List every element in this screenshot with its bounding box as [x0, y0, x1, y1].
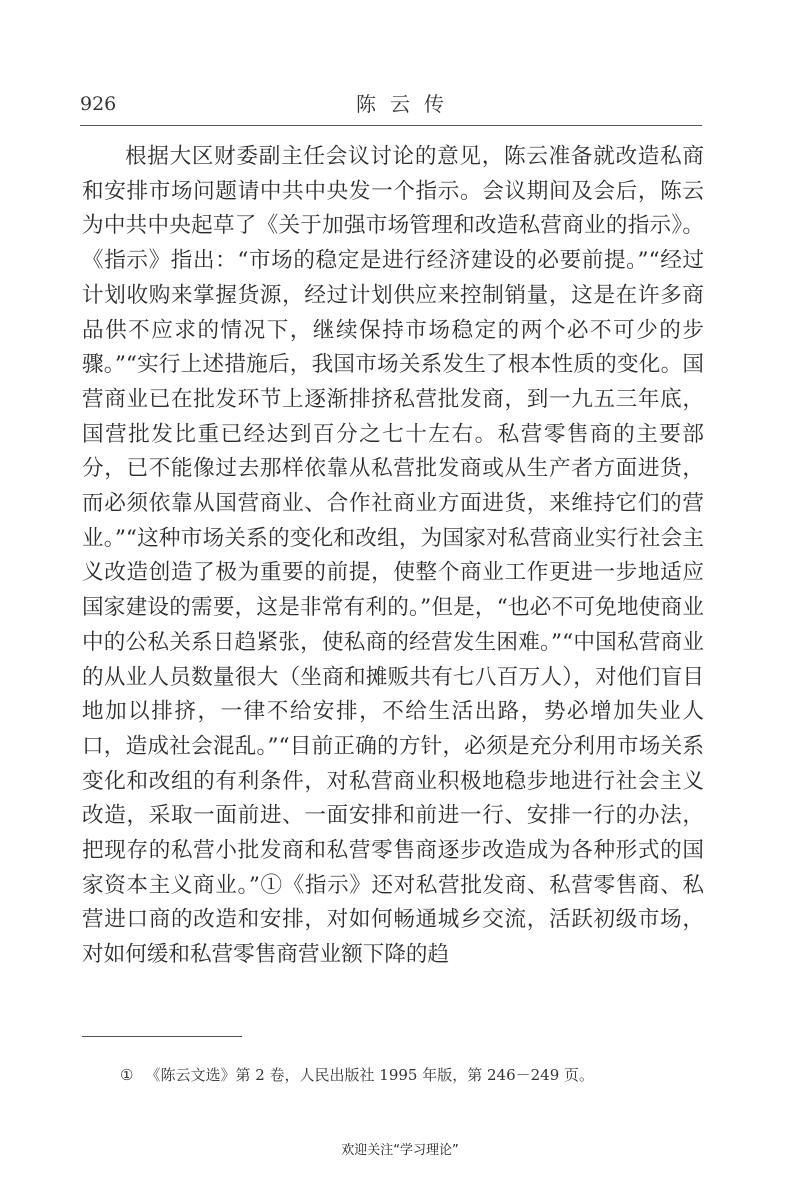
header-rule	[80, 125, 702, 126]
footnote-text: 《陈云文选》第 2 卷，人民出版社 1995 年版，第 246－249 页。	[145, 1066, 595, 1084]
footnote-marker: ①	[120, 1066, 134, 1084]
footnote-rule	[82, 1036, 242, 1037]
running-title: 陈云传	[356, 92, 458, 116]
watermark-caption: 欢迎关注“学习理论”	[341, 1143, 459, 1158]
page-header	[80, 92, 720, 126]
page-number: 926	[80, 93, 117, 115]
footnote	[120, 1064, 710, 1086]
body-paragraph: 根据大区财委副主任会议讨论的意见，陈云准备就改造私商和安排市场问题请中共中央发一个指示。会议期间及会后，陈云为中共中央起草了《关于加强市场管理和改造私营商业的指示》。《指示》指出：“市场的稳定是进行经济建设的必要前提。”“经过计划收购来掌握货源，经过计划供应来控制销量，这是在许多商品供不应求的情况下，继续保持市场稳定的两个必不可少的步骤。”“实行上述措施后，我国市场关系发生了根本性质的变化。国营商业已在批发环节上逐渐排挤私营批发商，到一九五三年底，国营批发比重已经达到百分之七十左右。私营零售商的主要部分，已不能像过去那样依靠从私营批发商或从生产者方面进货，而必须依靠从国营商业、合作社商业方面进货，来维持它们的营业。”“这种市场关系的变化和改组，为国家对私营商业实行社会主义改造创造了极为重要的前提，使整个商业工作更进一步地适应国家建设的需要，这是非常有利的。”但是，“也必不可免地使商业中的公私关系日趋紧张，使私商的经营发生困难。”“中国私营商业的从业人员数量很大（坐商和摊贩共有七八百万人），对他们盲目地加以排挤，一律不给安排，不给生活出路，势必增加失业人口，造成社会混乱。”“目前正确的方针，必须是充分利用市场关系变化和改组的有利条件，对私营商业积极地稳步地进行社会主义改造，采取一面前进、一面安排和前进一行、安排一行的办法，把现存的私营小批发商和私营零售商逐步改造成为各种形式的国家资本主义商业。”①《指示》还对私营批发商、私营零售商、私营进口商的改造和安排，对如何畅通城乡交流，活跃初级市场，对如何缓和私营零售商营业额下降的趋	[82, 144, 704, 968]
